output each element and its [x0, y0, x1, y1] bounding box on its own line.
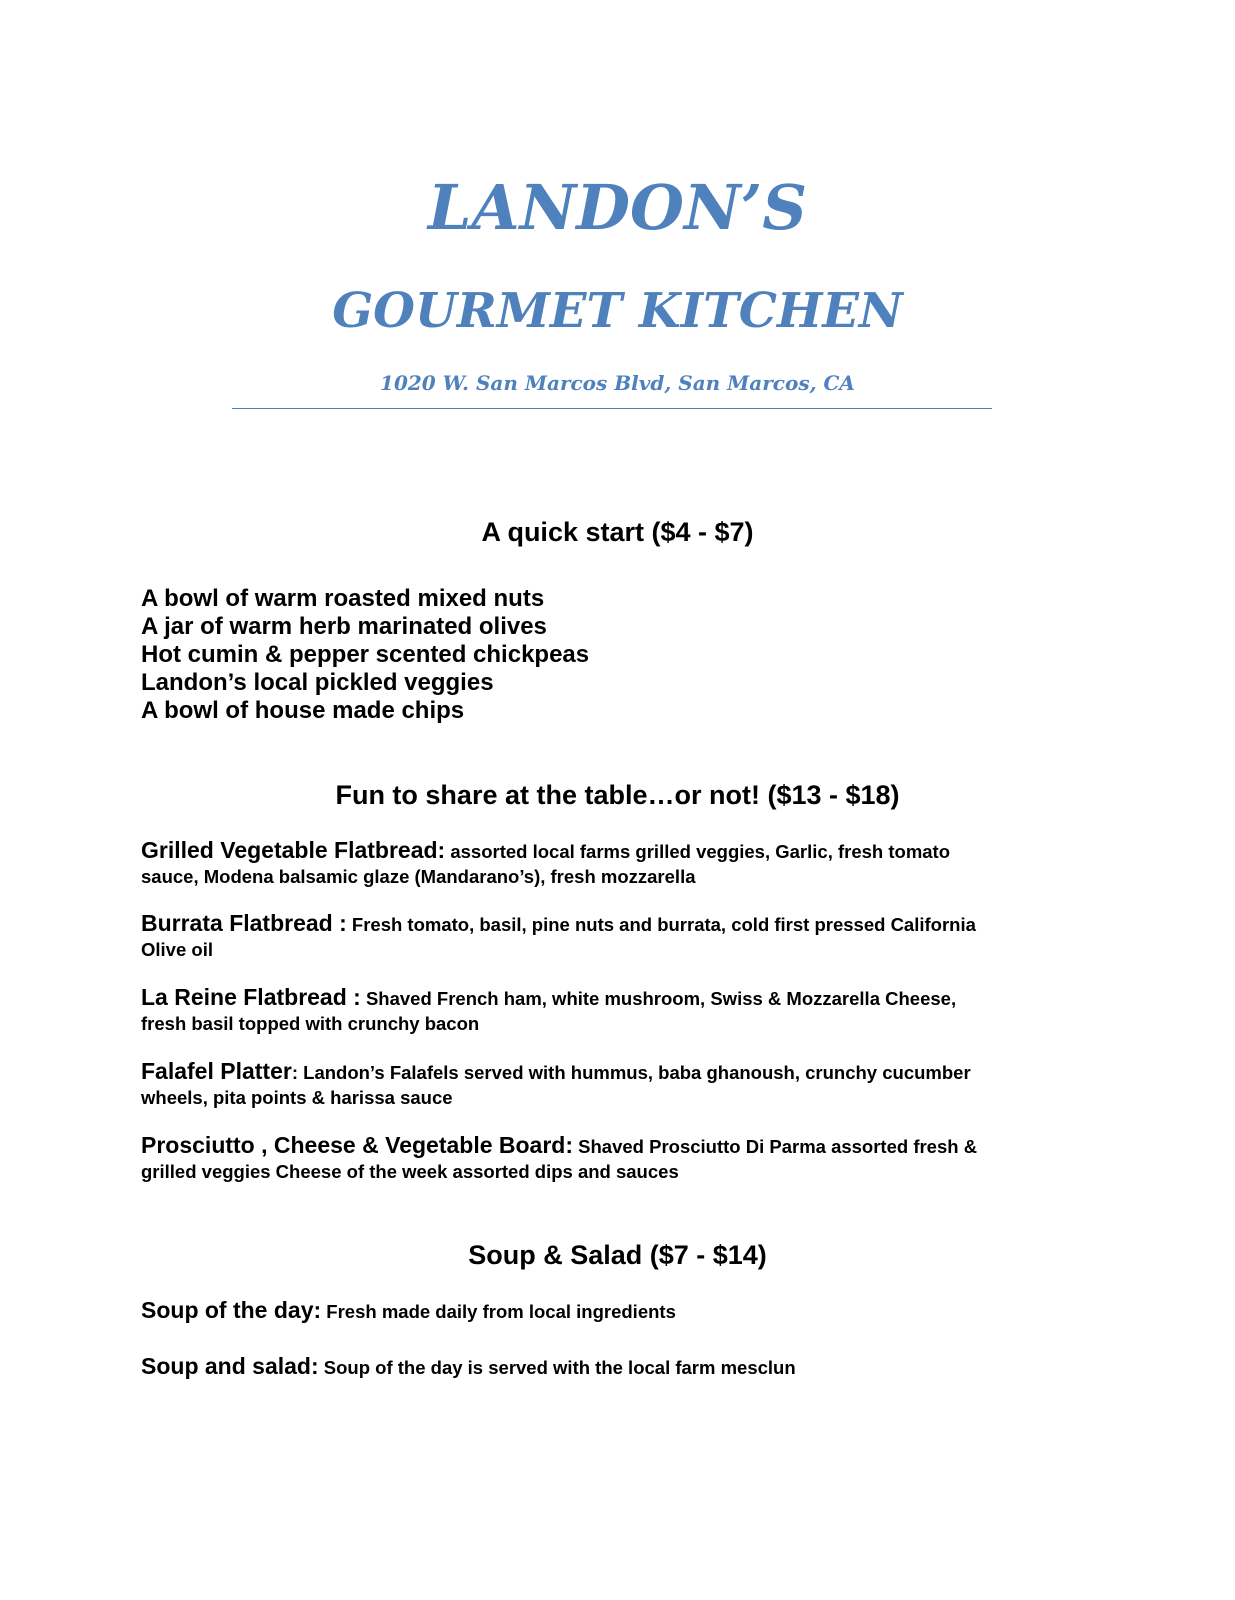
- section-title-quick-start: A quick start ($4 - $7): [481, 517, 754, 547]
- menu-item-description: Shaved French ham, white mushroom, Swiss & Mozzarella Cheese, fresh basil topped with crunchy bacon: [141, 988, 957, 1034]
- menu-item-description: Fresh made daily from local ingredients: [321, 1301, 676, 1322]
- menu-item-name: Soup of the day:: [141, 1297, 322, 1323]
- restaurant-subtitle: GOURMET KITCHEN: [332, 283, 903, 339]
- menu-item-grilled-vegetable-flatbread: [141, 838, 1011, 889]
- restaurant-name: LANDON’S: [427, 171, 808, 244]
- section-title-soup-salad: Soup & Salad ($7 - $14): [468, 1240, 767, 1270]
- menu-item-name: Soup and salad:: [141, 1353, 319, 1379]
- menu-item-name: La Reine Flatbread :: [141, 984, 361, 1010]
- list-item: A jar of warm herb marinated olives: [141, 613, 547, 640]
- menu-item-description: Shaved Prosciutto Di Parma assorted fresh & grilled veggies Cheese of the week assorted dips and sauces: [141, 1136, 978, 1182]
- section-title-share: Fun to share at the table…or not! ($13 - $18): [335, 780, 900, 810]
- menu-item-falafel-platter: [141, 1059, 1011, 1110]
- menu-item-description: Soup of the day is served with the local farm mesclun: [318, 1357, 796, 1378]
- menu-item-name: Grilled Vegetable Flatbread:: [141, 837, 446, 863]
- menu-item-description: : Landon’s Falafels served with hummus, baba ghanoush, crunchy cucumber wheels, pita points & harissa sauce: [141, 1062, 971, 1108]
- menu-item-name: Burrata Flatbread :: [141, 910, 347, 936]
- menu-item-description: Fresh tomato, basil, pine nuts and burrata, cold first pressed California Olive oil: [141, 914, 976, 960]
- menu-item-burrata-flatbread: [141, 911, 1011, 962]
- list-item: Landon’s local pickled veggies: [141, 669, 494, 696]
- quick-start-list: [141, 585, 589, 725]
- menu-item-name: Prosciutto , Cheese & Vegetable Board:: [141, 1132, 574, 1158]
- menu-item-name: Falafel Platter: [141, 1058, 292, 1084]
- menu-item-description: assorted local farms grilled veggies, Garlic, fresh tomato sauce, Modena balsamic glaze (Mandarano’s), fresh mozzarella: [141, 841, 951, 887]
- menu-item-soup-and-salad: [141, 1354, 1011, 1380]
- restaurant-address: 1020 W. San Marcos Blvd, San Marcos, CA: [380, 371, 855, 395]
- menu-item-prosciutto-board: [141, 1133, 1021, 1184]
- list-item: Hot cumin & pepper scented chickpeas: [141, 641, 590, 668]
- header-divider: [232, 408, 992, 409]
- menu-item-la-reine-flatbread: [141, 985, 971, 1036]
- list-item: A bowl of house made chips: [141, 697, 465, 724]
- menu-item-soup-of-the-day: [141, 1298, 1011, 1324]
- list-item: A bowl of warm roasted mixed nuts: [141, 585, 545, 612]
